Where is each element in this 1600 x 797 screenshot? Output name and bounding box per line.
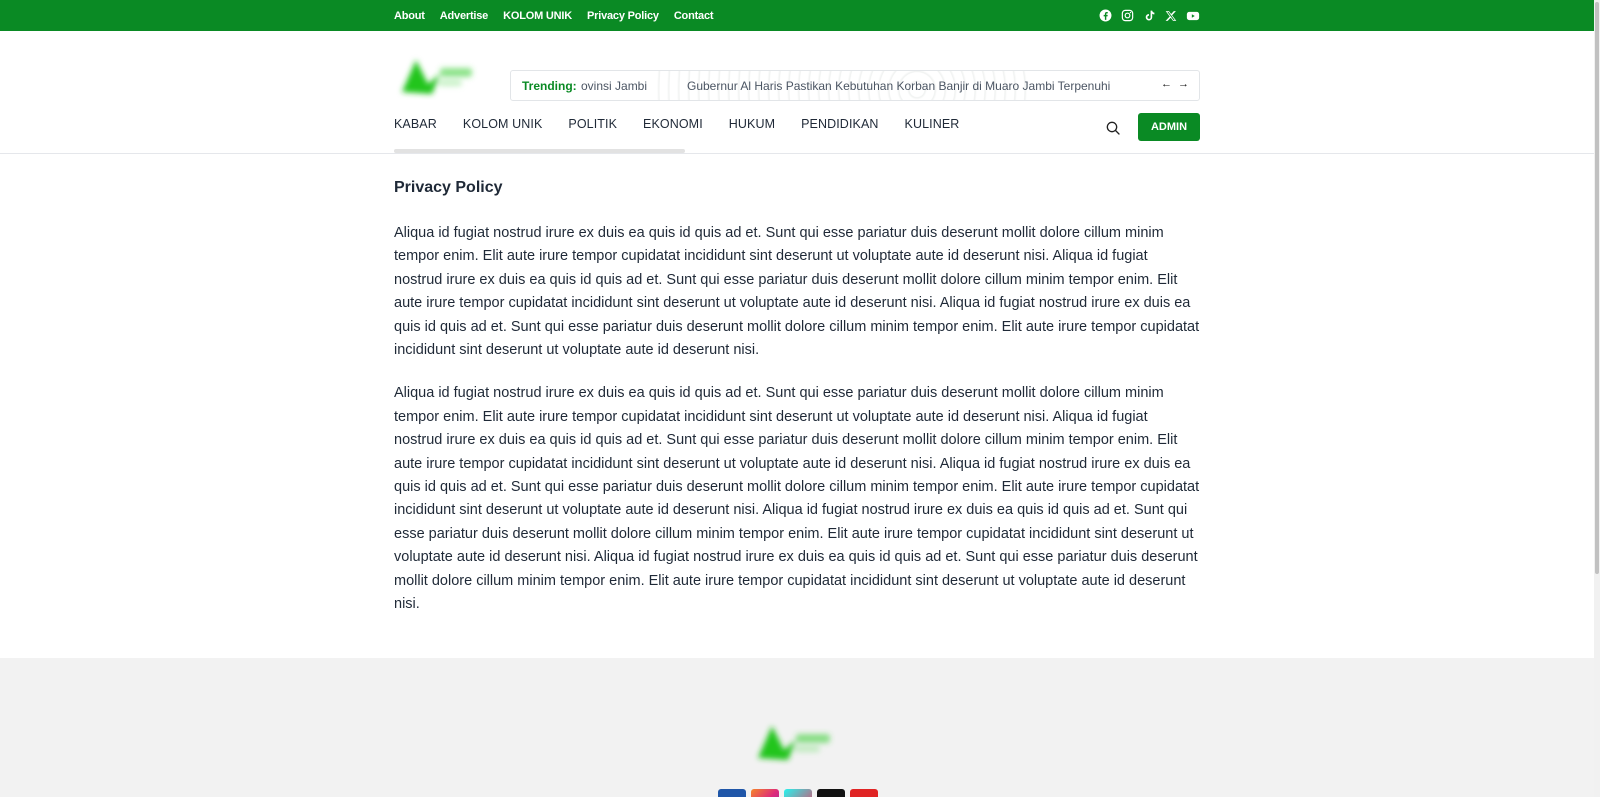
admin-button[interactable]: ADMIN: [1138, 113, 1200, 141]
top-link-about[interactable]: About: [394, 9, 425, 22]
content-paragraph: Aliqua id fugiat nostrud irure ex duis ea quis id quis ad et. Sunt qui esse pariatur duis deserunt mollit dolore cillum minim tempor enim. Elit aute irure tempor cupidatat incididunt sint deserunt ut voluptate aute id deserunt nisi. Aliqua id fugiat nostrud irure ex duis ea quis id quis ad et. Sunt qui esse pariatur duis deserunt mollit dolore cillum minim tempor enim. Elit aute irure tempor cupidatat incididunt sint deserunt ut voluptate aute id deserunt nisi. Aliqua id fugiat nostrud irure ex duis ea quis id quis ad et. Sunt qui esse pariatur duis deserunt mollit dolore cillum minim tempor enim. Elit aute irure tempor cupidatat incididunt sint deserunt ut voluptate aute id deserunt nisi. Aliqua id fugiat nostrud irure ex duis ea quis id quis ad et. Sunt qui esse pariatur duis deserunt mollit dolore cillum minim tempor enim. Elit aute irure tempor cupidatat incididunt sint deserunt ut voluptate aute id deserunt nisi. Aliqua id fugiat nostrud irure ex duis ea quis id quis ad et. Sunt qui esse pariatur duis deserunt mollit dolore cillum minim tempor enim. Elit aute irure tempor cupidatat incididunt sint deserunt ut voluptate aute id deserunt nisi.: [394, 385, 1200, 613]
youtube-icon[interactable]: [1186, 9, 1200, 23]
main-nav: [394, 117, 985, 131]
youtube-icon[interactable]: [850, 789, 878, 797]
tiktok-icon[interactable]: [1142, 9, 1156, 23]
trending-ticker: [510, 70, 1200, 101]
facebook-icon[interactable]: [1098, 9, 1112, 23]
trending-next-button[interactable]: →: [1178, 78, 1189, 90]
x-icon[interactable]: [817, 789, 845, 797]
instagram-icon[interactable]: [751, 789, 779, 797]
instagram-icon[interactable]: [1120, 9, 1134, 23]
top-link-privacy-policy[interactable]: Privacy Policy: [587, 9, 659, 22]
nav-item-ekonomi[interactable]: EKONOMI: [643, 117, 703, 131]
scrollbar-thumb[interactable]: [1595, 2, 1599, 574]
nav-item-kabar[interactable]: KABAR: [394, 117, 437, 131]
top-bar-inner: [394, 0, 1200, 31]
header-divider: [0, 153, 1594, 154]
footer-logo[interactable]: [750, 716, 842, 766]
facebook-icon[interactable]: [718, 789, 746, 797]
top-link-advertise[interactable]: Advertise: [439, 9, 489, 22]
trending-item[interactable]: ovinsi Jambi: [581, 79, 648, 93]
top-link-contact[interactable]: Contact: [673, 9, 714, 22]
x-icon[interactable]: [1164, 9, 1178, 23]
top-link-kolom-unik[interactable]: KOLOM UNIK: [503, 9, 572, 22]
nav-item-kolom-unik[interactable]: KOLOM UNIK: [462, 117, 543, 131]
content-paragraph: Aliqua id fugiat nostrud irure ex duis ea quis id quis ad et. Sunt qui esse pariatur duis deserunt mollit dolore cillum minim tempor enim. Elit aute irure tempor cupidatat incididunt sint deserunt ut voluptate aute id deserunt nisi. Aliqua id fugiat nostrud irure ex duis ea quis id quis ad et. Sunt qui esse pariatur duis deserunt mollit dolore cillum minim tempor enim. Elit aute irure tempor cupidatat incididunt sint deserunt ut voluptate aute id deserunt nisi. Aliqua id fugiat nostrud irure ex duis ea quis id quis ad et. Sunt qui esse pariatur duis deserunt mollit dolore cillum minim tempor enim. Elit aute irure tempor cupidatat incididunt sint deserunt ut voluptate aute id deserunt nisi.: [394, 225, 1200, 359]
top-social-icons: [1098, 9, 1200, 23]
nav-item-hukum[interactable]: HUKUM: [728, 117, 776, 131]
nav-item-pendidikan[interactable]: PENDIDIKAN: [801, 117, 879, 131]
site-logo[interactable]: [394, 50, 480, 100]
top-bar: [0, 0, 1594, 31]
trending-prev-button[interactable]: ←: [1161, 78, 1172, 90]
nav-item-kuliner[interactable]: KULINER: [904, 117, 960, 131]
trending-label: Trending:: [522, 79, 577, 93]
page-title: Privacy Policy: [394, 179, 503, 196]
footer-social-icons: [718, 789, 878, 797]
page-scrollbar[interactable]: [1594, 0, 1600, 797]
nav-item-politik[interactable]: POLITIK: [568, 117, 618, 131]
trending-nav: [1161, 78, 1189, 90]
search-icon[interactable]: [1105, 120, 1121, 136]
page-content: [394, 222, 1200, 637]
top-links: [394, 10, 713, 22]
trending-item[interactable]: Gubernur Al Haris Pastikan Kebutuhan Korban Banjir di Muaro Jambi Terpenuhi: [687, 79, 1111, 93]
tiktok-icon[interactable]: [784, 789, 812, 797]
